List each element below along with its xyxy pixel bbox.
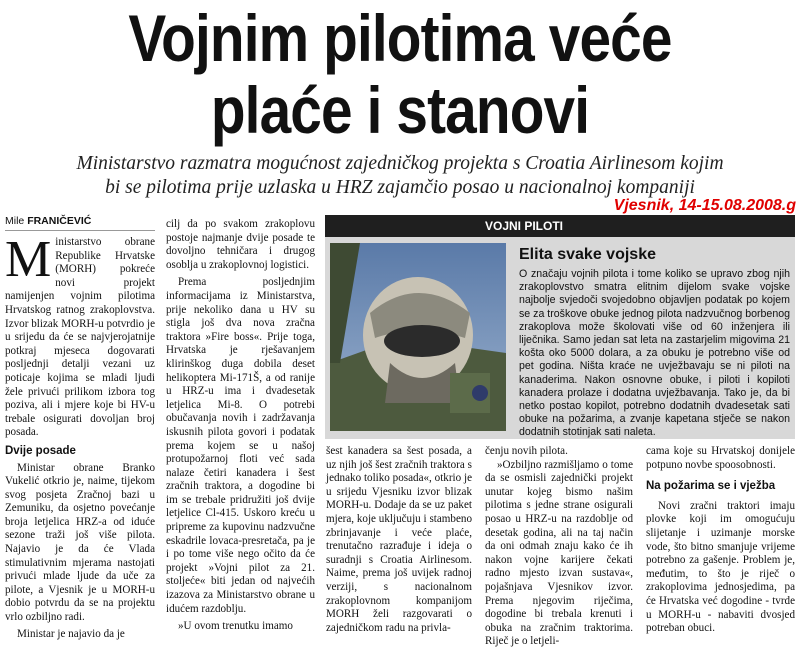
column1-paragraph-1 bbox=[5, 231, 155, 440]
box-text: O značaju vojnih pilota i tome koliko se upravo zbog njih zrakoplovstvo smatra elitnim dijelom svake vojske najbolje svjedoči svojedobno objavljen podatak po kojem se za troškove obuke jednog pilota nadzvučnog borbenog zrakoplova može školovati više od 60 inženjera ili liječnika. Samo jedan sat leta na zastarjelim migovima 21 košta oko 5000 dolara, a za obuku je potrebno više od pet godina. Ništa kraće ne uvježbavaju se ni piloti na kanaderima. Nakon osnovne obuke, i piloti i kopiloti kanadera prolaze i dodatna uvježbavanja. Tako je, da bi netko postao kopilot, potrebno dodatnih dvadesetak sati obuke na požarima, a zvanje kapetana stječe se nakon dodatnih stotinjak sati naleta. bbox=[519, 268, 790, 439]
box-header-bar bbox=[325, 215, 795, 237]
column1-p1-text: inistarstvo obrane Republike Hrvatske (MORH) pokreće novi projekt namijenjen vojnim pilotima Hrvatskog ratnog zrakoplovstva. Izvor blizak MORH-u potvrdio je u srijedu da će se najvjerojatnije potkraj mjeseca dogovarati posljednji detalji vezani uz poticaje kojima se mladi ljudi žele privući prilikom izbora tog poziva, ali i mjere koje bi HV-u trebale osigurati dovoljan broj posada. bbox=[5, 236, 155, 439]
author-first-name: Mile bbox=[5, 215, 25, 227]
column3-paragraph-1: šest kanadera sa šest posada, a uz njih još šest zračnih traktora s jednako toliko posada«, otkrio je u srijedu Vjesniku izvor blizak MORH-u. Dodaje da se uz paket mjera, koje uključuju i stambeno zbrinjavanje i veće plaće, trenutačno razrađuje i ideja o suradnji s Croatia Airlinesom. Naime, prema još uvijek radnoj verziji, s nacionalnom zrakoplovnom kompanijom MORH želi razgovarati o zajedničkom radu na privla- bbox=[326, 445, 472, 634]
column4-paragraph-1: čenju novih pilota. bbox=[485, 445, 568, 457]
column2-paragraph-1: cilj da po svakom zrakoplovu postoje najmanje dvije posade te dovoljno tehničara i drugog osoblja u zrakoplovnoj logistici. bbox=[166, 218, 315, 271]
column4-paragraph-2: »Ozbiljno razmišljamo o tome da se osmisli zajednički projekt unutar kojeg bismo našim pilotima s jedne strane osigurali posao u HRZ-u na razdoblje od desetak godina, ali na taj način da oni odmah znaju kako će ih nakon vojne karijere čekati radno mjesto izvan sustava«, pojašnjava Vjesnikov izvor. Prema njegovim riječima, dogodine bi trebala krenuti i obuka na zračnim traktorima. Riječ je o letjeli- bbox=[485, 458, 633, 648]
source-label: Vjesnik, 14-15.08.2008.g bbox=[613, 197, 796, 214]
dropcap: M bbox=[5, 231, 52, 288]
column1-paragraph-3: Ministar je najavio da je bbox=[17, 627, 125, 640]
column5-paragraph-2: Novi zračni traktori imaju plovke koji im omogućuju slijetanje i uzimanje morske vode, što bitno smanjuje vrijeme potrebno za gašenje. Problem je, međutim, to što je riječ o zrakoplovima jednosjedima, pa će Hrvatska već dogodine - tvrde u MORH-u - nabaviti dvosjed potreban obuci. bbox=[646, 499, 795, 635]
column-3 bbox=[326, 445, 472, 635]
column-5 bbox=[646, 445, 795, 636]
column2-paragraph-2: Prema posljednjim informacijama iz Ministarstva, prije nekoliko dana u HV su stigla još dva nova zračna traktora »Fire boss«. Prije toga, Hrvatska je rješavanjem klirinškog duga dobila deset helikoptera Mi-171Š, a od ranije u HRZ-u ima i dvadesetak letjelica Mi-8. O potrebi obučavanja novih i zadržavanja iskusnih pilota govori i podatak prema kojem se u našoj protupožarnoj floti već sada nalaze četiri kanadera i šest zračnih traktora, a dogodine bi im se trebale pridružiti još dvije letjelice Cl-415. Uskoro kreću u pripreme za kupovinu nadzvučne eskadrile lovaca-presretača, pa je i po tome više nego očito da će projekt »Vojni pilot za 21. stoljeće« biti jedan od najvećih izazova za Ministarstvo obrane u idućem razdoblju. bbox=[166, 276, 315, 615]
column-4 bbox=[485, 445, 633, 649]
subhead-na-pozarima: Na požarima se i vježba bbox=[646, 480, 776, 493]
column2-paragraph-3: »U ovom trenutku imamo bbox=[178, 620, 293, 633]
subhead-dvije-posade: Dvije posade bbox=[5, 444, 76, 457]
pilot-helmet-photo-icon bbox=[330, 243, 506, 431]
column-2 bbox=[166, 218, 315, 634]
headline-line2: plaće i stanovi bbox=[210, 73, 590, 147]
box-label: VOJNI PILOTI bbox=[485, 219, 564, 233]
pilot-photo bbox=[330, 243, 506, 431]
headline-line1: Vojnim pilotima veće bbox=[128, 1, 672, 75]
column1-paragraph-2: Ministar obrane Branko Vukelić otkrio je, naime, tijekom svog posjeta Zračnoj bazi u Zemuniku, da osjetno povećanje broja letjelica HRZ-a od iduće sezone traži još više pilota. Najavio je da će Vlada stimulativnim mjerama nastojati privući mlade ljude da uče za pilote, a Vjesnik je u MORH-u dobio potvrdu da se na projektu vrlo ozbiljno radi. bbox=[5, 461, 155, 624]
column-1 bbox=[5, 231, 155, 641]
box-title: Elita svake vojske bbox=[519, 246, 656, 263]
column5-paragraph-1: cama koje su Hrvatskoj donijele potpuno novbe spoosobnosti. bbox=[646, 445, 795, 471]
subheadline-line1: Ministarstvo razmatra mogućnost zajedničkog projekta s Croatia Airlinesom kojim bbox=[76, 153, 724, 174]
subheadline-line2: bi se pilotima prije uzlaska u HRZ zajamčio posao u nacionalnoj kompaniji bbox=[105, 177, 695, 198]
author-byline bbox=[5, 215, 91, 227]
author-last-name: FRANIČEVIĆ bbox=[27, 215, 92, 227]
